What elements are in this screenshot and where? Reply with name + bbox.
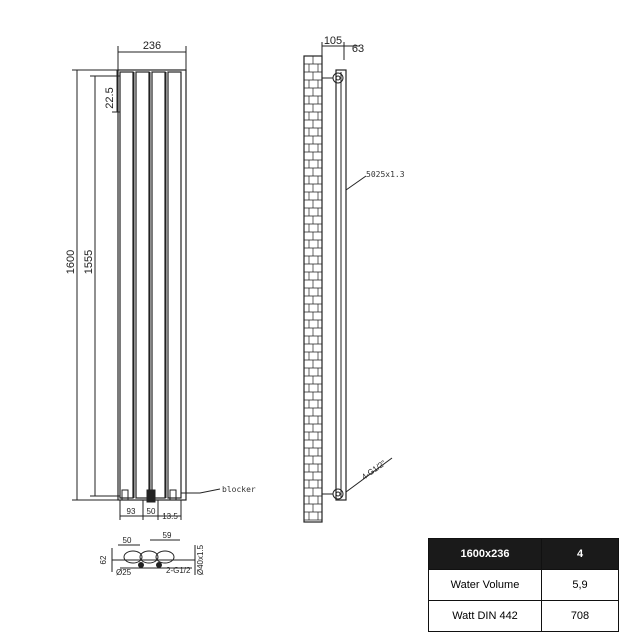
tube-2 [136,72,149,498]
wall-bricks [304,56,322,520]
bottom-pitch-label: 59 [162,531,172,540]
row-value: 5,9 [542,570,619,601]
bottom-dia2-label: Ø40x1.5 [196,544,205,576]
front-dim-labels [65,40,256,521]
tube-4 [168,72,181,498]
bottom-thread-label: 2-G1/2 [166,566,191,575]
depth-label: 105 [323,35,343,47]
tube-1 [120,72,133,498]
spec-table-header [429,539,619,570]
tube-3 [152,72,165,498]
bottom-dia-label: Ø25 [116,568,132,577]
row-label: Water Volume [429,570,542,601]
width-label: 236 [142,40,162,52]
bottom-a-label: 93 [126,507,136,516]
table-row [429,570,619,601]
front-view [72,46,220,520]
connection-label: 4-G1/2" [359,458,388,482]
bottom-dim-labels [99,531,205,577]
height-total-label: 1600 [65,249,77,275]
side-view [304,42,392,522]
row-value: 708 [542,601,619,632]
bottom-b-label: 50 [146,507,156,516]
bottom-depth-label: 62 [99,555,108,565]
blocker-label: blocker [222,485,256,494]
sections-cell: 4 [542,539,619,570]
size-cell: 1600x236 [429,539,542,570]
row-label: Watt DIN 442 [429,601,542,632]
tube-label: 5025x1.3 [366,170,405,179]
table-row [429,601,619,632]
offset-label: 63 [351,43,365,55]
spec-table [428,538,619,632]
bottom-c-label: 13.5 [162,512,178,521]
bottom-spacing-label: 50 [122,536,132,545]
height-centers-label: 1555 [83,249,95,275]
top-offset-label: 22.5 [104,87,116,109]
